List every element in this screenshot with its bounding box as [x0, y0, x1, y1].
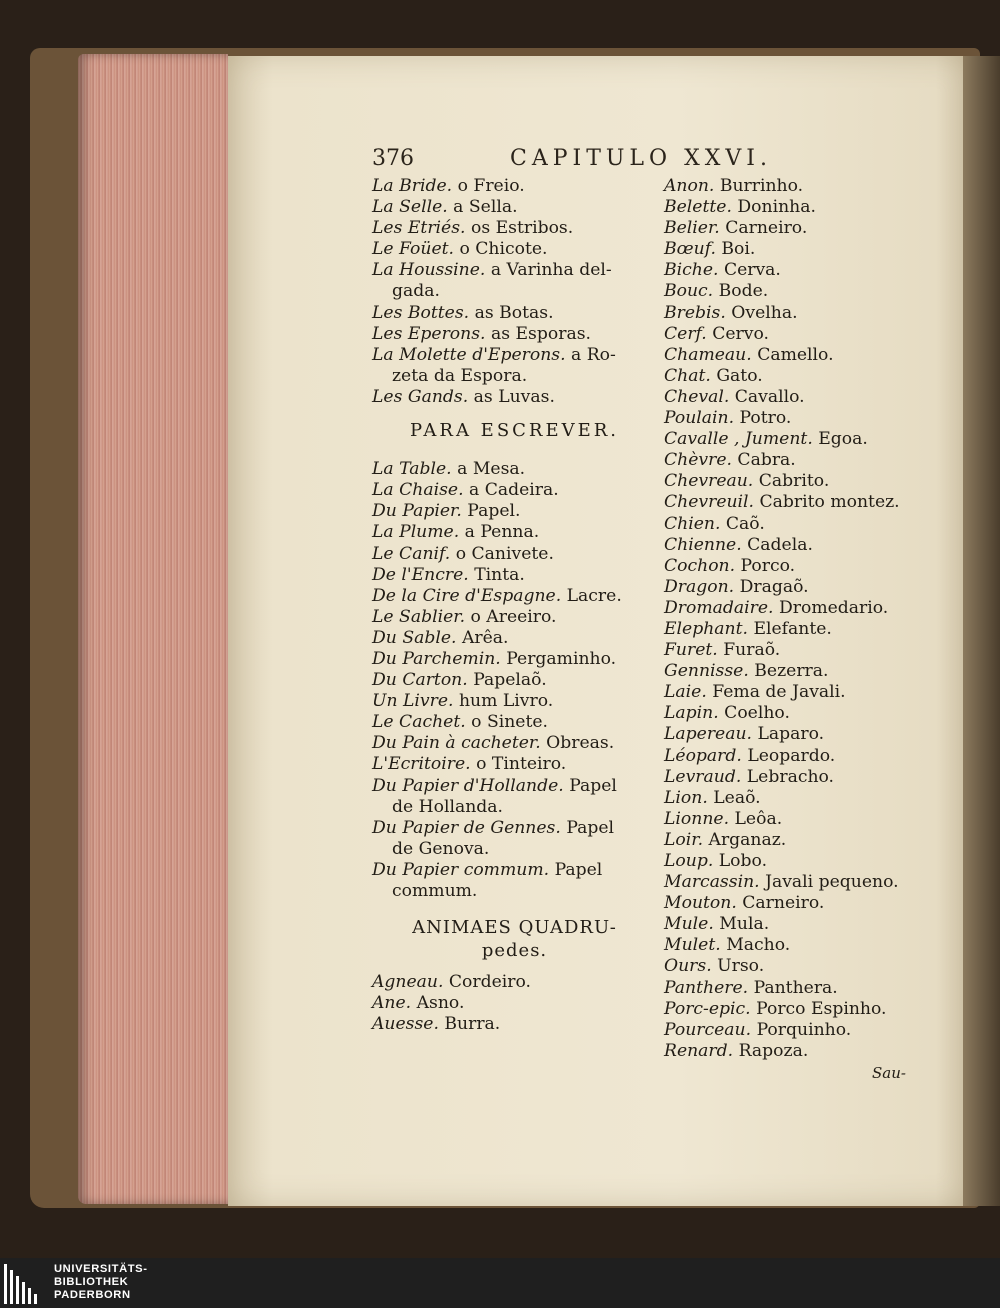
- french-term: La Molette d'Eperons.: [372, 344, 566, 365]
- french-term: La Selle.: [372, 197, 448, 218]
- section-heading-quadrupeds: [372, 902, 657, 972]
- french-term: Du Papier de Gennes.: [372, 817, 561, 838]
- french-term: La Houssine.: [372, 260, 486, 281]
- french-term: Levraud.: [664, 766, 742, 787]
- library-name: [54, 1263, 148, 1302]
- portuguese-term: Dragaõ.: [739, 576, 809, 597]
- portuguese-term: Potro.: [739, 408, 792, 429]
- french-term: Panthere.: [664, 977, 749, 998]
- french-term: Lapin.: [664, 703, 719, 724]
- vocab-entry: [664, 239, 914, 260]
- french-term: Biche.: [664, 260, 719, 281]
- continuation: zeta da Espora.: [392, 365, 528, 386]
- french-term: Ours.: [664, 956, 712, 977]
- portuguese-term: Caõ.: [725, 513, 765, 534]
- vocab-entry: [664, 809, 914, 830]
- portuguese-term: Cordeiro.: [448, 972, 532, 993]
- french-term: Belette.: [664, 197, 732, 218]
- portuguese-term: Cabra.: [737, 450, 796, 471]
- portuguese-term: os Estribos.: [470, 218, 574, 239]
- vocab-entry: [372, 754, 657, 775]
- french-term: La Plume.: [372, 522, 460, 543]
- portuguese-term: Porco.: [740, 555, 796, 576]
- vocab-entry: [372, 691, 657, 712]
- portuguese-term: Porquinho.: [756, 1019, 852, 1040]
- vocab-entry: [664, 851, 914, 872]
- portuguese-term: Papel: [569, 775, 617, 796]
- vocab-entry: [372, 972, 657, 993]
- vocab-entry: [664, 218, 914, 239]
- portuguese-term: Furaõ.: [723, 640, 781, 661]
- portuguese-term: a Ro-: [571, 344, 616, 365]
- portuguese-term: Macho.: [726, 935, 791, 956]
- french-term: Agneau.: [372, 972, 444, 993]
- french-term: Du Papier d'Hollande.: [372, 775, 564, 796]
- portuguese-term: o Tinteiro.: [476, 754, 567, 775]
- vocab-entry: [664, 598, 914, 619]
- french-term: Bouc.: [664, 281, 714, 302]
- vocab-entry: [664, 260, 914, 281]
- portuguese-term: o Freio.: [457, 176, 525, 196]
- vocab-entry: [664, 746, 914, 767]
- right-column: [664, 176, 914, 1062]
- french-term: Furet.: [664, 640, 718, 661]
- vocab-entry: [372, 387, 657, 408]
- vocab-entry: [372, 670, 657, 691]
- vocab-entry: [664, 893, 914, 914]
- french-term: Gennisse.: [664, 661, 749, 682]
- french-term: Du Sable.: [372, 627, 457, 648]
- french-term: Porc-epic.: [664, 998, 751, 1019]
- running-header: [372, 146, 932, 176]
- vocab-entry: [664, 767, 914, 788]
- french-term: Chèvre.: [664, 450, 732, 471]
- portuguese-term: Bezerra.: [754, 661, 829, 682]
- page-number: 376: [372, 146, 414, 171]
- portuguese-term: Tinta.: [474, 564, 525, 585]
- french-term: Cochon.: [664, 555, 736, 576]
- vocab-entry: [372, 565, 657, 586]
- portuguese-term: Lacre.: [566, 585, 622, 606]
- french-term: Léopard.: [664, 745, 742, 766]
- portuguese-term: Carneiro.: [725, 218, 808, 239]
- vocab-entry: [372, 324, 657, 345]
- portuguese-term: Asno.: [416, 993, 465, 1014]
- french-term: Les Eperons.: [372, 323, 486, 344]
- portuguese-term: Carneiro.: [742, 893, 825, 914]
- portuguese-term: a Mesa.: [457, 459, 526, 480]
- portuguese-term: Leaõ.: [713, 787, 761, 808]
- french-term: Poulain.: [664, 408, 735, 429]
- portuguese-term: Cabrito montez.: [759, 492, 900, 513]
- vocab-entry: [372, 522, 657, 543]
- library-name-line: UNIVERSITÄTS-: [54, 1263, 148, 1275]
- french-term: Du Parchemin.: [372, 648, 501, 669]
- portuguese-term: Papel: [554, 859, 603, 880]
- vocab-entry: [664, 703, 914, 724]
- french-term: Mouton.: [664, 893, 737, 914]
- french-term: Les Etriés.: [372, 218, 466, 239]
- french-term: Du Carton.: [372, 670, 468, 691]
- vocab-entry: [664, 514, 914, 535]
- portuguese-term: Ovelha.: [731, 302, 798, 323]
- french-term: Le Foüet.: [372, 239, 454, 260]
- portuguese-term: Obreas.: [546, 733, 615, 754]
- french-term: Renard.: [664, 1040, 734, 1061]
- portuguese-term: Egoa.: [818, 429, 868, 450]
- portuguese-term: Fema de Javali.: [712, 682, 846, 703]
- french-term: De l'Encre.: [372, 564, 469, 585]
- vocab-entry: [372, 345, 657, 387]
- portuguese-term: Javali pequeno.: [765, 872, 899, 893]
- vocab-entry: [664, 429, 914, 450]
- vocab-entry: [372, 628, 657, 649]
- portuguese-term: a Cadeira.: [469, 480, 559, 501]
- vocab-entry: [664, 724, 914, 745]
- library-logo-icon: [4, 1264, 44, 1304]
- french-term: Chien.: [664, 513, 721, 534]
- section-heading-writing: PARA ESCREVER.: [409, 420, 620, 442]
- french-term: Dragon.: [664, 576, 735, 597]
- french-term: Bœuf.: [664, 239, 716, 260]
- vocab-entry: [664, 935, 914, 956]
- portuguese-term: Arganaz.: [708, 829, 787, 850]
- vocab-entry: [664, 978, 914, 999]
- continuation: gada.: [392, 281, 440, 302]
- portuguese-term: o Sinete.: [471, 712, 549, 733]
- french-term: Le Canif.: [372, 543, 451, 564]
- portuguese-term: Lebracho.: [746, 766, 835, 787]
- french-term: Lion.: [664, 787, 708, 808]
- french-term: Loir.: [664, 829, 704, 850]
- vocab-entry: [664, 556, 914, 577]
- vocab-entry: [372, 197, 657, 218]
- french-term: La Chaise.: [372, 480, 464, 501]
- vocab-entry: [664, 281, 914, 302]
- french-term: Les Bottes.: [372, 302, 470, 323]
- vocab-entry: [664, 345, 914, 366]
- portuguese-term: Cervo.: [712, 323, 769, 344]
- portuguese-term: Laparo.: [757, 724, 825, 745]
- page-edges: [78, 54, 228, 1204]
- section-heading-line: ANIMAES QUADRU-: [412, 917, 617, 939]
- portuguese-term: o Areeiro.: [470, 606, 557, 627]
- vocab-entry: [664, 176, 914, 197]
- library-name-line: PADERBORN: [54, 1289, 131, 1301]
- french-term: Ane.: [372, 993, 412, 1014]
- french-term: Chameau.: [664, 344, 752, 365]
- vocab-list-riding: [372, 176, 657, 408]
- vocab-entry: [664, 450, 914, 471]
- continuation: de Genova.: [392, 838, 490, 859]
- vocab-entry: [372, 459, 657, 480]
- french-term: Laie.: [664, 682, 707, 703]
- french-term: Marcassin.: [664, 872, 760, 893]
- french-term: La Table.: [372, 459, 452, 480]
- portuguese-term: Coelho.: [724, 703, 790, 724]
- portuguese-term: Mula.: [719, 914, 770, 935]
- vocab-entry: [372, 218, 657, 239]
- vocab-entry: [372, 712, 657, 733]
- vocab-entry: [372, 733, 657, 754]
- catchword: Sau-: [872, 1064, 906, 1082]
- portuguese-term: Papel.: [467, 501, 521, 522]
- portuguese-term: Rapoza.: [738, 1040, 809, 1061]
- french-term: Belier.: [664, 218, 720, 239]
- continuation: de Hollanda.: [392, 796, 503, 817]
- library-name-line: BIBLIOTHEK: [54, 1276, 129, 1288]
- french-term: Du Papier.: [372, 501, 462, 522]
- running-title: CAPITULO XXVI.: [510, 146, 772, 171]
- vocab-entry: [664, 619, 914, 640]
- french-term: Cavalle , Jument.: [664, 429, 813, 450]
- section-heading-line: pedes.: [481, 940, 548, 962]
- vocab-entry: [372, 818, 657, 860]
- portuguese-term: a Penna.: [464, 522, 540, 543]
- vocab-entry: [664, 303, 914, 324]
- vocab-entry: [372, 260, 657, 302]
- french-term: De la Cire d'Espagne.: [372, 585, 562, 606]
- continuation: commum.: [392, 881, 478, 901]
- vocab-entry: [664, 1020, 914, 1041]
- french-term: Chienne.: [664, 534, 742, 555]
- portuguese-term: as Esporas.: [490, 323, 591, 344]
- portuguese-term: Cavallo.: [734, 386, 805, 407]
- vocab-entry: [664, 956, 914, 977]
- vocab-entry: [664, 914, 914, 935]
- vocab-entry: [372, 993, 657, 1014]
- vocab-entry: [372, 1014, 657, 1035]
- vocab-entry: [664, 872, 914, 893]
- portuguese-term: Pergaminho.: [506, 648, 617, 669]
- vocab-entry: [664, 661, 914, 682]
- portuguese-term: Cerva.: [723, 260, 781, 281]
- vocab-entry: [664, 788, 914, 809]
- vocab-entry: [372, 303, 657, 324]
- vocab-entry: [372, 176, 657, 197]
- vocab-entry: [372, 480, 657, 501]
- portuguese-term: Boi.: [721, 239, 756, 260]
- portuguese-term: Burrinho.: [719, 176, 804, 196]
- portuguese-term: Panthera.: [753, 977, 838, 998]
- vocab-entry: [372, 501, 657, 522]
- vocab-entry: [372, 586, 657, 607]
- vocab-entry: [664, 682, 914, 703]
- portuguese-term: Gato.: [716, 365, 763, 386]
- portuguese-term: Cabrito.: [758, 471, 830, 492]
- vocab-entry: [664, 366, 914, 387]
- french-term: La Bride.: [372, 176, 453, 196]
- french-term: L'Ecritoire.: [372, 754, 471, 775]
- vocab-entry: [372, 239, 657, 260]
- vocab-entry: [664, 324, 914, 345]
- portuguese-term: Camello.: [757, 344, 834, 365]
- vocab-entry: [664, 197, 914, 218]
- portuguese-term: Papelaõ.: [473, 670, 547, 691]
- vocab-entry: [372, 649, 657, 670]
- portuguese-term: Elefante.: [753, 618, 832, 639]
- french-term: Chevreau.: [664, 471, 754, 492]
- french-term: Brebis.: [664, 302, 726, 323]
- portuguese-term: Leôa.: [734, 808, 783, 829]
- vocab-entry: [664, 408, 914, 429]
- portuguese-term: Bode.: [718, 281, 769, 302]
- french-term: Lapereau.: [664, 724, 753, 745]
- vocab-entry: [372, 860, 657, 902]
- french-term: Mule.: [664, 914, 714, 935]
- vocab-entry: [664, 830, 914, 851]
- french-term: Du Papier commum.: [372, 859, 550, 880]
- vocab-entry: [664, 535, 914, 556]
- vocab-entry: [664, 492, 914, 513]
- portuguese-term: a Sella.: [453, 197, 518, 218]
- vocab-entry: [664, 999, 914, 1020]
- portuguese-term: as Luvas.: [473, 386, 555, 407]
- left-column: [372, 176, 657, 1035]
- french-term: Le Cachet.: [372, 712, 466, 733]
- french-term: Dromadaire.: [664, 597, 774, 618]
- gutter-shadow: [963, 56, 1000, 1206]
- french-term: Cerf.: [664, 323, 707, 344]
- vocab-entry: [664, 387, 914, 408]
- french-term: Pourceau.: [664, 1019, 752, 1040]
- french-term: Auesse.: [372, 1014, 439, 1035]
- portuguese-term: o Chicote.: [459, 239, 548, 260]
- french-term: Chevreuil.: [664, 492, 755, 513]
- vocab-entry: [372, 544, 657, 565]
- portuguese-term: Dromedario.: [778, 597, 889, 618]
- portuguese-term: hum Livro.: [458, 691, 554, 712]
- portuguese-term: Papel: [566, 817, 615, 838]
- vocab-entry: [372, 776, 657, 818]
- french-term: Un Livre.: [372, 691, 454, 712]
- french-term: Elephant.: [664, 618, 748, 639]
- portuguese-term: Lobo.: [718, 851, 768, 871]
- vocab-entry: [664, 640, 914, 661]
- portuguese-term: Porco Espinho.: [756, 998, 887, 1019]
- portuguese-term: as Botas.: [474, 302, 554, 323]
- french-term: Anon.: [664, 176, 715, 196]
- vocab-entry: [664, 1041, 914, 1062]
- portuguese-term: Doninha.: [737, 197, 816, 218]
- french-term: Loup.: [664, 851, 714, 871]
- portuguese-term: a Varinha del-: [490, 260, 612, 281]
- french-term: Le Sablier.: [372, 606, 466, 627]
- french-term: Mulet.: [664, 935, 721, 956]
- vocab-entry: [664, 471, 914, 492]
- portuguese-term: Urso.: [717, 956, 765, 977]
- portuguese-term: Arêa.: [461, 627, 509, 648]
- vocab-list-writing: [372, 459, 657, 902]
- portuguese-term: Burra.: [444, 1014, 501, 1035]
- footer-bar: [0, 1258, 1000, 1308]
- vocab-entry: [372, 607, 657, 628]
- portuguese-term: Cadela.: [747, 534, 813, 555]
- french-term: Cheval.: [664, 386, 730, 407]
- portuguese-term: o Canivete.: [455, 543, 554, 564]
- vocab-entry: [664, 577, 914, 598]
- french-term: Chat.: [664, 365, 711, 386]
- french-term: Lionne.: [664, 808, 730, 829]
- portuguese-term: Leopardo.: [747, 745, 836, 766]
- vocab-list-animals-start: [372, 972, 657, 1035]
- french-term: Les Gands.: [372, 386, 469, 407]
- french-term: Du Pain à cacheter.: [372, 733, 541, 754]
